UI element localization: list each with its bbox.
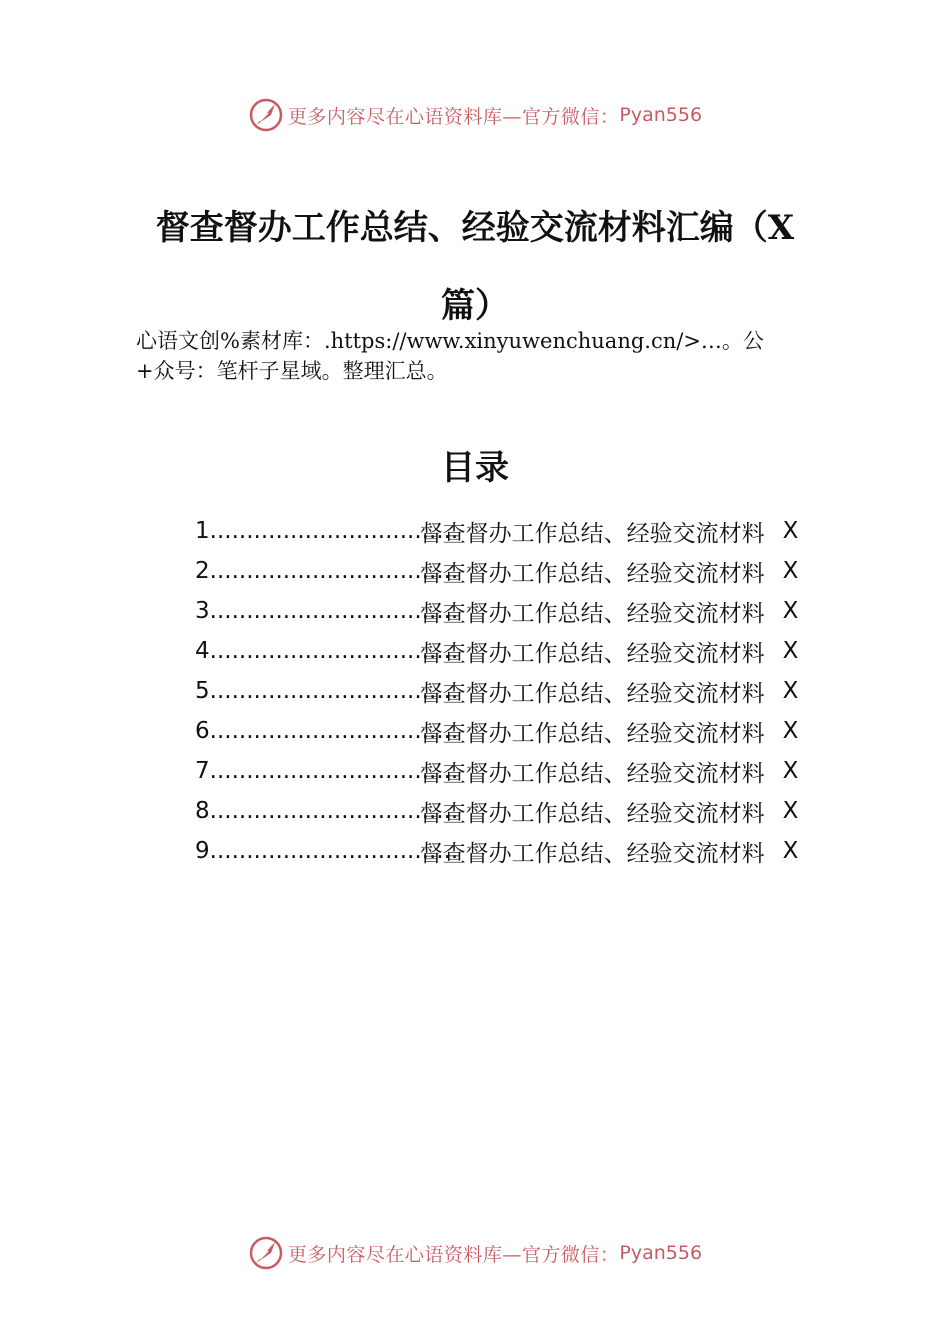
- toc-leader-dots: ..................................: [209, 798, 459, 824]
- toc-entry-suffix: X: [782, 838, 799, 864]
- toc-entry-suffix: X: [782, 798, 799, 824]
- banner-wechat-id: Pyan556: [619, 1242, 703, 1264]
- toc-entry-title: 督查督办工作总结、经验交流材料: [419, 800, 765, 827]
- toc-entry-number: 1: [195, 518, 210, 544]
- toc-leader-dots: ..................................: [209, 598, 459, 624]
- toc-entry-title: 督查督办工作总结、经验交流材料: [419, 520, 765, 547]
- banner-text: 更多内容尽在心语资料库—官方微信：: [287, 1243, 620, 1266]
- toc-entry-number: 6: [195, 718, 210, 744]
- toc-entry-7[interactable]: [195, 751, 845, 791]
- toc-heading: 目录: [441, 448, 509, 488]
- source-line-1: 心语文创%素材库：.https://www.xinyuwenchuang.cn/>…。公: [136, 329, 764, 353]
- toc-entry-title: 督查督办工作总结、经验交流材料: [419, 600, 765, 627]
- toc-entry-number: 7: [195, 758, 210, 784]
- footer-banner: [0, 1233, 950, 1273]
- toc-entry-9[interactable]: [195, 831, 845, 871]
- toc-entry-suffix: X: [782, 558, 799, 584]
- toc-leader-dots: ..................................: [209, 838, 459, 864]
- toc-entry-number: 8: [195, 798, 210, 824]
- toc-entry-number: 5: [195, 678, 210, 704]
- banner-wechat-id: Pyan556: [619, 104, 703, 126]
- toc-entry-1[interactable]: [195, 511, 845, 551]
- toc-entry-number: 2: [195, 558, 210, 584]
- toc-leader-dots: ..................................: [209, 638, 459, 664]
- toc-entry-2[interactable]: [195, 551, 845, 591]
- toc-leader-dots: ..................................: [209, 678, 459, 704]
- title-line-1: 督查督办工作总结、经验交流材料汇编（X: [155, 208, 795, 248]
- toc-entry-6[interactable]: [195, 711, 845, 751]
- toc-entry-8[interactable]: [195, 791, 845, 831]
- toc-entry-title: 督查督办工作总结、经验交流材料: [419, 680, 765, 707]
- quill-logo-icon: [248, 97, 284, 133]
- toc-entry-number: 4: [195, 638, 210, 664]
- source-note: [136, 326, 836, 386]
- toc-entry-number: 9: [195, 838, 210, 864]
- toc-leader-dots: ..................................: [209, 718, 459, 744]
- toc-entry-suffix: X: [782, 598, 799, 624]
- toc-leader-dots: ..................................: [209, 758, 459, 784]
- toc-entry-title: 督查督办工作总结、经验交流材料: [419, 840, 765, 867]
- toc-entry-suffix: X: [782, 758, 799, 784]
- toc-entry-suffix: X: [782, 678, 799, 704]
- toc-entry-suffix: X: [782, 718, 799, 744]
- toc-entry-title: 督查督办工作总结、经验交流材料: [419, 640, 765, 667]
- toc-entry-3[interactable]: [195, 591, 845, 631]
- table-of-contents: [195, 511, 845, 871]
- toc-entry-title: 督查督办工作总结、经验交流材料: [419, 560, 765, 587]
- quill-logo-icon: [248, 1235, 284, 1271]
- source-line-2: +众号：笔杆子星域。整理汇总。: [136, 359, 448, 383]
- banner-text: 更多内容尽在心语资料库—官方微信：: [287, 105, 620, 128]
- toc-entry-title: 督查督办工作总结、经验交流材料: [419, 720, 765, 747]
- toc-leader-dots: ..................................: [209, 518, 459, 544]
- toc-leader-dots: ..................................: [209, 558, 459, 584]
- toc-entry-5[interactable]: [195, 671, 845, 711]
- toc-entry-4[interactable]: [195, 631, 845, 671]
- toc-entry-title: 督查督办工作总结、经验交流材料: [419, 760, 765, 787]
- toc-entry-suffix: X: [782, 638, 799, 664]
- header-banner: [0, 95, 950, 135]
- toc-entry-suffix: X: [782, 518, 799, 544]
- toc-entry-number: 3: [195, 598, 210, 624]
- title-line-2: 篇）: [441, 286, 509, 326]
